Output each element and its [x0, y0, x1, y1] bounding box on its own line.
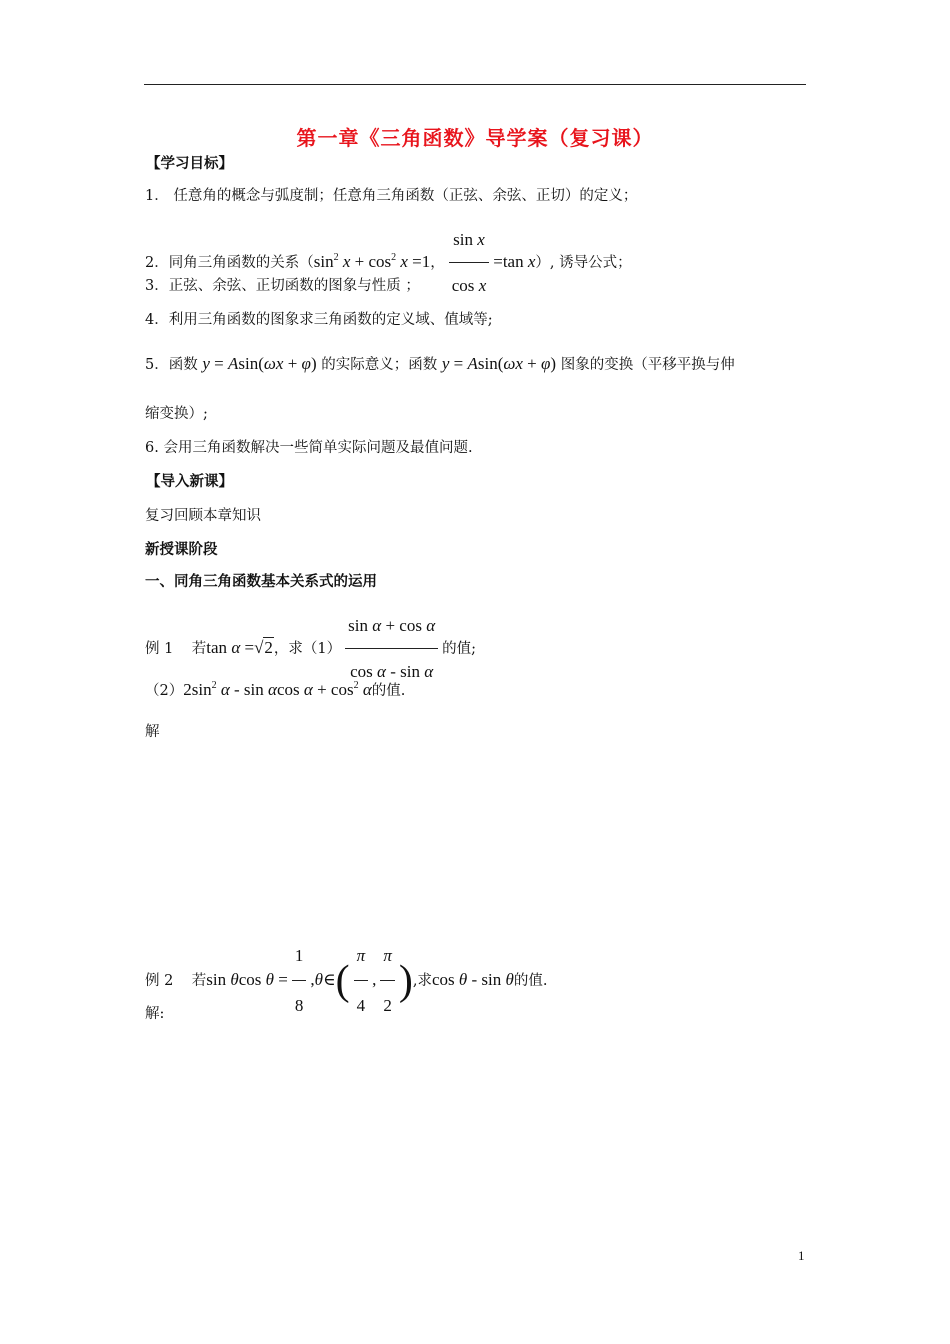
example-1-part-2	[145, 676, 405, 701]
example-2-ask: ,求	[412, 973, 432, 989]
goal-5-text: 5．函数	[145, 357, 198, 373]
example-1-fraction: $\frac{\text{sin α + cos α}}{\text{cos α - sin α}}$	[345, 606, 438, 692]
goal-2: 2．同角三角函数的关系（$\sin^2$ $x + \cos^2 x =1$， $\frac{\text{sin x}}{\text{cos x}}$ =tan x）, 诱导公式；	[145, 220, 632, 306]
example-2-prefix: 若	[191, 973, 207, 989]
goal-2-text: 2．同角三角函数的关系（	[145, 255, 314, 271]
goal-5	[145, 354, 735, 375]
example-2-left-paren: (	[335, 958, 350, 1004]
page-number: 1	[798, 1248, 805, 1263]
example-2-label: 例 2	[145, 973, 174, 989]
goal-1: 1． 任意角的概念与弧度制；任意角三角函数（正弦、余弦、正切）的定义；	[145, 188, 638, 204]
goal-5-text-3: 图象的变换（平移平换与伸	[560, 357, 735, 373]
example-2: 例 2 若sin θcos θ = $\frac{1}{8}$ ,θ∈( $\frac{\pi}{4}$ , $\frac{\pi}{2}$ ),求cos θ - sin θ的值.	[145, 934, 547, 1028]
example-2-interval: ,θ∈	[310, 970, 336, 989]
intro-text: 复习回顾本章知识	[145, 508, 261, 524]
example-2-suffix: 的值.	[513, 973, 548, 989]
goal-3: 3．正弦、余弦、正切函数的图象与性质 ；	[145, 278, 420, 294]
example-1-suffix: 的值;	[442, 641, 477, 657]
example-1-part-2-suffix: 的值.	[371, 683, 406, 699]
example-2-pi-over-2: $\frac{\pi}{2}$	[380, 934, 395, 1028]
example-1-label: 例 1	[145, 641, 174, 657]
stage-heading: 新授课阶段	[145, 541, 218, 558]
section-heading-goals: 【学习目标】	[146, 155, 233, 172]
example-1-part-2-label: （2）	[145, 683, 184, 699]
example-2-pi-over-4: $\frac{\pi}{4}$	[354, 934, 369, 1028]
goal-5-continued: 缩变换）;	[145, 406, 208, 422]
goal-5-text-2: 的实际意义；函数	[321, 357, 438, 373]
header-rule	[144, 84, 806, 85]
subsection-heading: 一、同角三角函数基本关系式的运用	[145, 573, 377, 590]
section-heading-intro: 【导入新课】	[146, 473, 233, 490]
goal-2-suffix: ）, 诱导公式；	[535, 255, 632, 271]
example-2-right-paren: )	[398, 958, 413, 1004]
example-2-answer-label: 解:	[145, 1006, 165, 1022]
example-1-ask: ，求（1）	[273, 641, 342, 657]
example-2-fraction: $\frac{1}{8}$	[292, 934, 307, 1028]
example-1-answer-label: 解	[145, 724, 160, 740]
example-1-prefix: 若	[191, 641, 207, 657]
example-2-condition: sin θcos θ =	[206, 970, 288, 989]
example-1-condition: tan α =√2	[206, 638, 273, 657]
goal-5-formula-1: y = Asin(ωx + φ)	[202, 354, 317, 373]
goal-2-tan: =tan x	[493, 252, 536, 271]
example-1-part-2-expression: $2\sin^2$ α - sin αcos $\alpha + \cos^2 \alpha$	[183, 680, 372, 699]
goal-6: 6. 会用三角函数解决一些简单实际问题及最值问题.	[145, 440, 473, 456]
goal-4: 4．利用三角函数的图象求三角函数的定义域、值域等;	[145, 312, 493, 328]
goal-2-pythagorean-identity: $\sin^2 x + \cos^2 x =1$	[313, 252, 431, 271]
goal-2-tan-fraction: $\frac{\text{sin x}}{\text{cos x}}$	[449, 220, 489, 306]
example-2-target: cos θ - sin θ	[431, 970, 514, 989]
goal-5-formula-2: y = Asin(ωx + φ)	[441, 354, 557, 373]
page-title: 第一章《三角函数》导学案（复习课）	[296, 126, 654, 150]
